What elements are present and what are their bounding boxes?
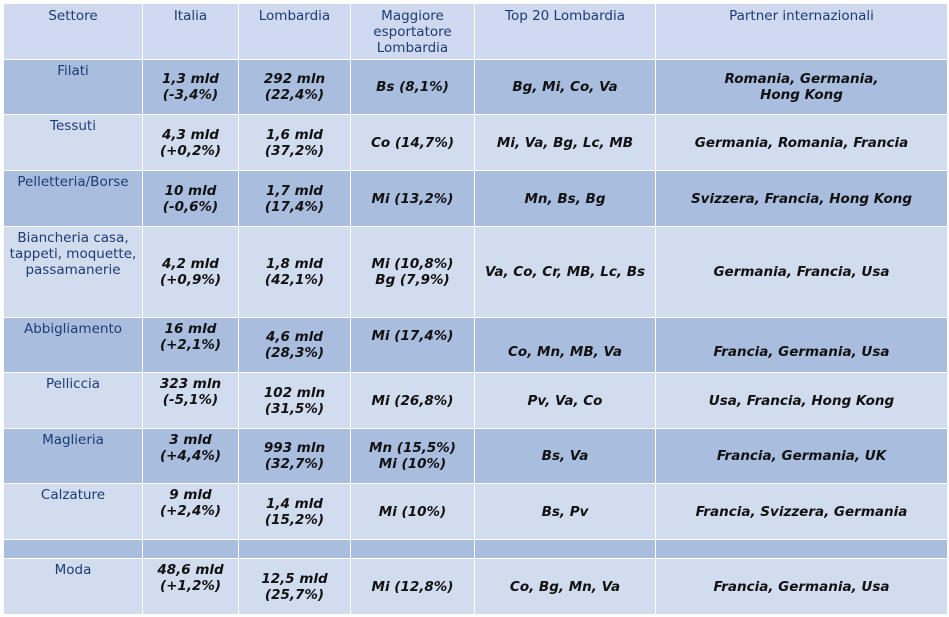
table-row xyxy=(4,429,948,484)
top20-cell: Bs, Va xyxy=(475,429,656,484)
sector-cell: Filati xyxy=(4,60,143,115)
sector-cell: Moda xyxy=(4,559,143,615)
lombardia-cell: 1,6 mld (37,2%) xyxy=(239,115,351,171)
italia-cell: 4,3 mld (+0,2%) xyxy=(143,115,239,171)
table-row xyxy=(4,171,948,227)
sector-cell: Calzature xyxy=(4,484,143,540)
top20-cell: Mn, Bs, Bg xyxy=(475,171,656,227)
table-row xyxy=(4,559,948,615)
sector-cell: Abbigliamento xyxy=(4,318,143,373)
partner-cell: Francia, Germania, Usa xyxy=(656,318,948,373)
lombardia-cell: 292 mln (22,4%) xyxy=(239,60,351,115)
partner-cell: Germania, Romania, Francia xyxy=(656,115,948,171)
top20-cell: Bs, Pv xyxy=(475,484,656,540)
header-top20: Top 20 Lombardia xyxy=(475,4,656,60)
esportatore-cell: Co (14,7%) xyxy=(351,115,475,171)
partner-cell: Svizzera, Francia, Hong Kong xyxy=(656,171,948,227)
italia-cell: 16 mld (+2,1%) xyxy=(143,318,239,373)
esportatore-cell: Mi (10,8%) Bg (7,9%) xyxy=(351,227,475,318)
separator-cell xyxy=(475,540,656,559)
italia-cell: 3 mld (+4,4%) xyxy=(143,429,239,484)
separator-cell xyxy=(239,540,351,559)
header-settore: Settore xyxy=(4,4,143,60)
italia-cell: 10 mld (-0,6%) xyxy=(143,171,239,227)
header-lombardia: Lombardia xyxy=(239,4,351,60)
header-italia: Italia xyxy=(143,4,239,60)
lombardia-cell: 4,6 mld (28,3%) xyxy=(239,318,351,373)
sector-cell: Pelliccia xyxy=(4,373,143,429)
partner-cell: Francia, Svizzera, Germania xyxy=(656,484,948,540)
table-row xyxy=(4,227,948,318)
italia-cell: 9 mld (+2,4%) xyxy=(143,484,239,540)
esportatore-cell: Mi (13,2%) xyxy=(351,171,475,227)
esportatore-cell: Mi (12,8%) xyxy=(351,559,475,615)
header-row xyxy=(4,4,948,60)
separator-row xyxy=(4,540,948,559)
sector-cell: Maglieria xyxy=(4,429,143,484)
sector-cell: Tessuti xyxy=(4,115,143,171)
lombardia-cell: 102 mln (31,5%) xyxy=(239,373,351,429)
lombardia-cell: 993 mln (32,7%) xyxy=(239,429,351,484)
top20-cell: Va, Co, Cr, MB, Lc, Bs xyxy=(475,227,656,318)
table-row xyxy=(4,484,948,540)
sector-cell: Pelletteria/Borse xyxy=(4,171,143,227)
esportatore-cell: Mi (17,4%) xyxy=(351,318,475,373)
italia-cell: 323 mln (-5,1%) xyxy=(143,373,239,429)
partner-cell: Germania, Francia, Usa xyxy=(656,227,948,318)
table-row xyxy=(4,115,948,171)
table-row xyxy=(4,318,948,373)
top20-cell: Co, Bg, Mn, Va xyxy=(475,559,656,615)
esportatore-cell: Mi (10%) xyxy=(351,484,475,540)
top20-cell: Pv, Va, Co xyxy=(475,373,656,429)
esportatore-cell: Bs (8,1%) xyxy=(351,60,475,115)
lombardia-cell: 1,7 mld (17,4%) xyxy=(239,171,351,227)
table-row xyxy=(4,373,948,429)
lombardia-cell: 1,4 mld (15,2%) xyxy=(239,484,351,540)
header-partner: Partner internazionali xyxy=(656,4,948,60)
partner-cell: Usa, Francia, Hong Kong xyxy=(656,373,948,429)
separator-cell xyxy=(4,540,143,559)
partner-cell: Francia, Germania, Usa xyxy=(656,559,948,615)
lombardia-cell: 1,8 mld (42,1%) xyxy=(239,227,351,318)
export-table xyxy=(3,3,948,615)
esportatore-cell: Mn (15,5%) Mi (10%) xyxy=(351,429,475,484)
separator-cell xyxy=(656,540,948,559)
esportatore-cell: Mi (26,8%) xyxy=(351,373,475,429)
lombardia-cell: 12,5 mld (25,7%) xyxy=(239,559,351,615)
table-row xyxy=(4,60,948,115)
header-maggiore-esportatore: Maggiore esportatore Lombardia xyxy=(351,4,475,60)
separator-cell xyxy=(143,540,239,559)
top20-cell: Co, Mn, MB, Va xyxy=(475,318,656,373)
italia-cell: 4,2 mld (+0,9%) xyxy=(143,227,239,318)
separator-cell xyxy=(351,540,475,559)
italia-cell: 48,6 mld (+1,2%) xyxy=(143,559,239,615)
italia-cell: 1,3 mld (-3,4%) xyxy=(143,60,239,115)
top20-cell: Mi, Va, Bg, Lc, MB xyxy=(475,115,656,171)
partner-cell: Francia, Germania, UK xyxy=(656,429,948,484)
partner-cell: Romania, Germania, Hong Kong xyxy=(656,60,948,115)
top20-cell: Bg, Mi, Co, Va xyxy=(475,60,656,115)
sector-cell: Biancheria casa, tappeti, moquette, passamanerie xyxy=(4,227,143,318)
